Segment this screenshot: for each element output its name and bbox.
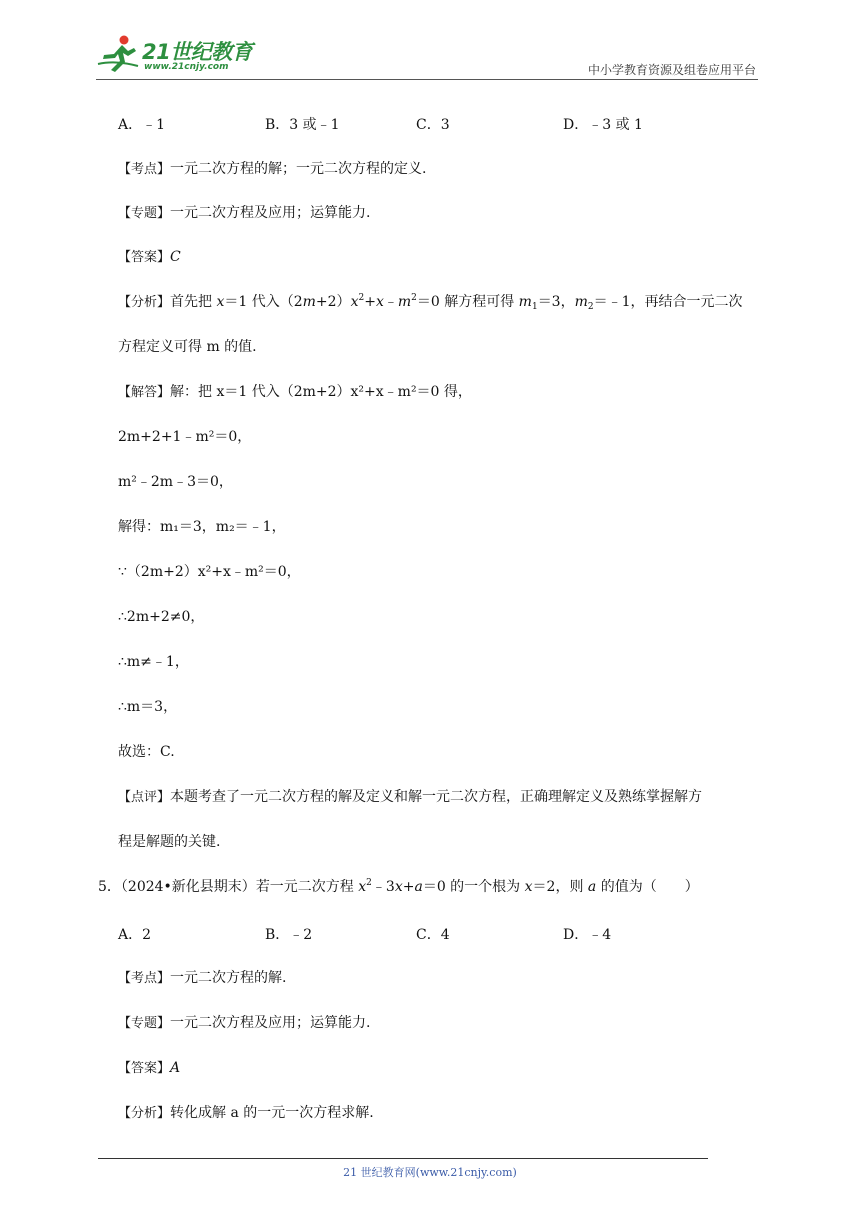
q4-fenxi-label: 【分析】 <box>118 295 171 310</box>
site-logo <box>96 34 266 78</box>
footer-divider <box>98 1158 708 1159</box>
q5-number: 5． <box>98 879 121 895</box>
q5-fenxi-text: 转化成解 a 的一元一次方程求解. <box>170 1105 374 1121</box>
q4-jieda-label: 【解答】 <box>118 385 171 400</box>
q5-answer-label: 【答案】 <box>118 1061 171 1076</box>
q4-answer-text: C <box>170 249 181 265</box>
q4-kaodian-text: 一元二次方程的解；一元二次方程的定义. <box>170 161 427 177</box>
q4-jieda <box>118 382 472 403</box>
q4-step-2: m²﹣2m﹣3＝0， <box>118 474 233 490</box>
q5-option-d: D．﹣4 <box>563 927 612 943</box>
q4-step-7: ∴m＝3， <box>118 699 178 715</box>
q4-dianping-label: 【点评】 <box>118 790 171 805</box>
logo-url: www.21cnjy.com <box>144 62 229 72</box>
q5-zhuanti-text: 一元二次方程及应用；运算能力. <box>170 1015 371 1031</box>
q5-source: （2024•新化县期末） <box>120 879 256 895</box>
q4-zhuanti <box>118 203 370 224</box>
q4-step-3: 解得：m₁＝3，m₂＝﹣1， <box>118 519 286 535</box>
q4-answer-label: 【答案】 <box>118 250 171 265</box>
q5-kaodian-label: 【考点】 <box>118 971 171 986</box>
page-header <box>0 0 860 80</box>
q4-zhuanti-label: 【专题】 <box>118 206 171 221</box>
q5-kaodian-text: 一元二次方程的解. <box>170 970 287 986</box>
q4-option-d: D．﹣3 或 1 <box>563 117 643 133</box>
q4-option-a: A．﹣1 <box>118 117 166 133</box>
q4-dianping-line2: 程是解题的关键. <box>118 834 221 850</box>
q5-fenxi-label: 【分析】 <box>118 1106 171 1121</box>
q4-zhuanti-text: 一元二次方程及应用；运算能力. <box>170 205 371 221</box>
q5-option-b: B．﹣2 <box>265 927 313 943</box>
footer-link[interactable]: 21 世纪教育网(www.21cnjy.com) <box>343 1166 517 1179</box>
q4-dianping-line1 <box>118 787 702 808</box>
q4-answer <box>118 247 181 268</box>
platform-name: 中小学教育资源及组卷应用平台 <box>587 63 756 77</box>
q4-kaodian <box>118 159 426 180</box>
q4-fenxi-line2: 方程定义可得 m 的值. <box>118 339 257 355</box>
q4-step-5: ∴2m+2≠0， <box>118 609 205 625</box>
q4-jieda-intro: 解：把 x＝1 代入（2m+2）x²+x﹣m²＝0 得， <box>170 384 472 400</box>
q4-option-b: B．3 或﹣1 <box>265 117 340 133</box>
q5-kaodian <box>118 968 286 989</box>
q4-fenxi-line1: 【分析】首先把 x＝1 代入$(2m+2)x^2+x﹣m^2=0$ 解方程可得 $m_1=3$，$m_2=﹣1$，再结合一元二次 <box>118 293 743 312</box>
q5-stem: 5．（2024•新化县期末）若一元二次方程 $x^2﹣3x+a=0$ 的一个根为 x＝2，则 a 的值为（ ） <box>98 878 699 895</box>
runner-icon <box>96 34 140 74</box>
q5-answer-text: A <box>170 1060 181 1076</box>
q4-step-8: 故选：C. <box>118 744 175 760</box>
q4-option-c: C．3 <box>416 117 450 133</box>
q4-kaodian-label: 【考点】 <box>118 162 171 177</box>
q4-step-1: 2m+2+1﹣m²＝0， <box>118 429 252 445</box>
q5-fenxi <box>118 1103 374 1124</box>
q4-step-4: ∵（2m+2）x²+x﹣m²＝0， <box>118 564 301 580</box>
q5-option-c: C．4 <box>416 927 450 943</box>
q5-answer <box>118 1058 180 1079</box>
q4-dianping-text: 本题考查了一元二次方程的解及定义和解一元二次方程，正确理解定义及熟练掌握解方 <box>170 789 703 805</box>
logo-text: 21世纪教育 <box>142 40 253 64</box>
q5-option-a: A．2 <box>118 927 152 943</box>
header-divider <box>96 79 758 80</box>
q5-zhuanti-label: 【专题】 <box>118 1016 171 1031</box>
q4-step-6: ∴m≠﹣1， <box>118 654 189 670</box>
q5-zhuanti <box>118 1013 370 1034</box>
